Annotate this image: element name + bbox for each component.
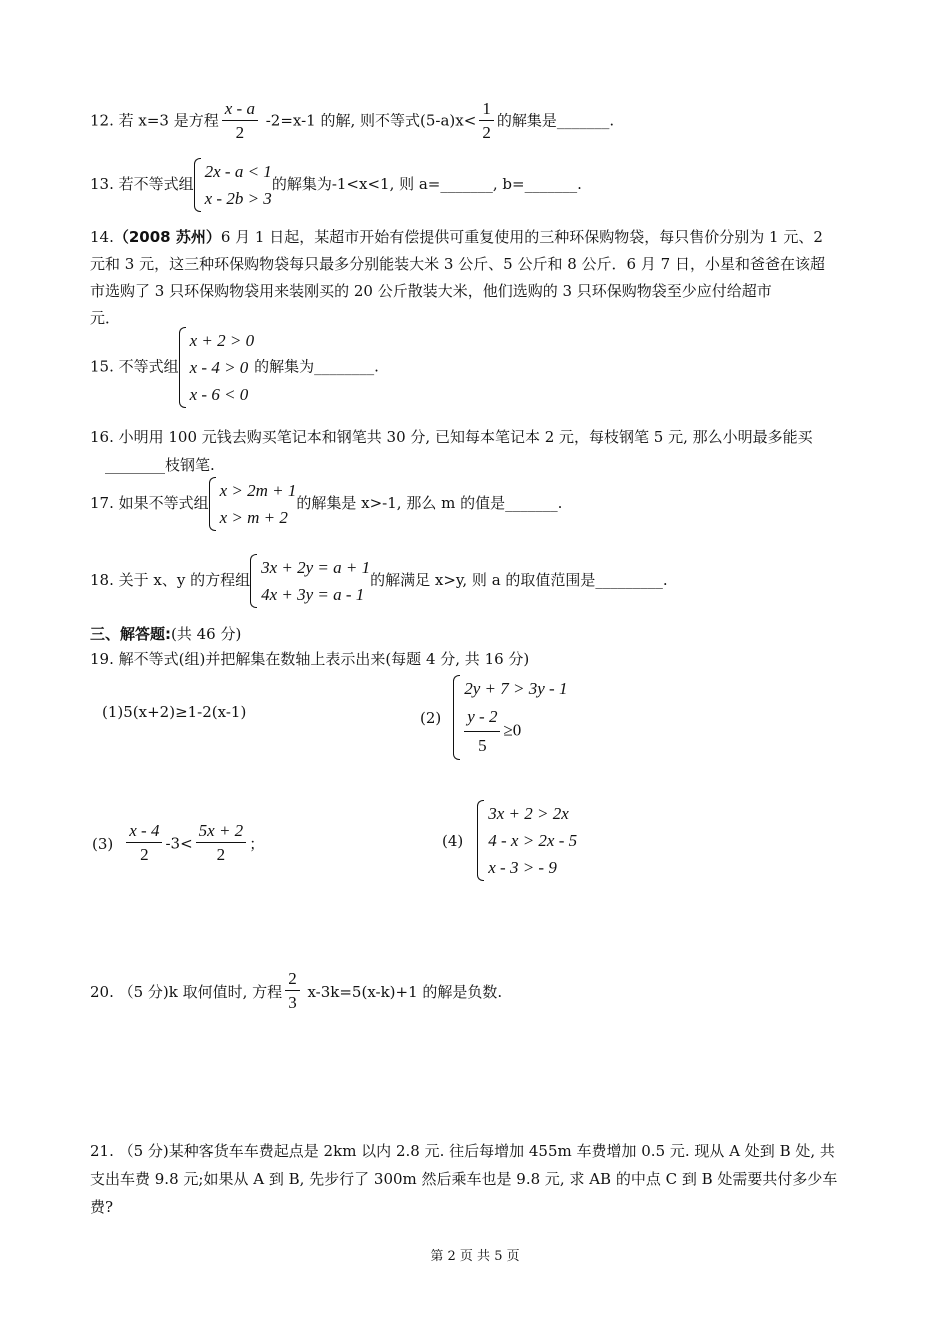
q12-fraction-1: $\frac{x - a}{2}$ bbox=[222, 98, 258, 145]
q14-source: （2008 苏州） bbox=[113, 228, 221, 246]
question-12 bbox=[90, 98, 614, 145]
q19-part-3: (3) $\frac{x - 4}{2}$ -3< $\frac{5x + 2}{2}$ ； bbox=[92, 821, 265, 864]
q19-part-2: (2) 2y + 7 > 3y - 1 $\frac{y - 2}{5}$ ≥0 bbox=[420, 675, 567, 760]
question-16: 16. 小明用 100 元钱去购买笔记本和钢笔共 30 分, 已知每本笔记本 2 元，每枝钢笔 5 元, 那么小明最多能买 ________枝钢笔. bbox=[90, 428, 813, 474]
q12-fraction-2: $\frac{1}{2}$ bbox=[479, 98, 494, 145]
question-14: 14.（2008 苏州）6 月 1 日起，某超市开始有偿提供可重复使用的三种环保购物袋，每只售价分别为 1 元、2 元和 3 元，这三种环保购物袋每只最多分别能装大米 3 公斤、5 公斤和 8 公斤．6 月 7 日，小星和爸爸在该超 市选购了 3 只环保购物袋用来装刚买的 20 公斤散装大米，他们选购的 3 只环保购物袋至少应付给超市 元． bbox=[90, 228, 825, 327]
q19-part-4-system: 3x + 2 > 2x 4 - x > 2x - 5 x - 3 > - 9 bbox=[477, 800, 577, 881]
question-18: 18. 关于 x、y 的方程组 3x + 2y = a + 1 4x + 3y = a - 1 的解满足 x>y, 则 a 的取值范围是_________. bbox=[90, 554, 668, 608]
q19-part-2-system: 2y + 7 > 3y - 1 $\frac{y - 2}{5}$ ≥0 bbox=[453, 675, 567, 760]
q13-system: 2x - a < 1 x - 2b > 3 bbox=[194, 158, 272, 212]
q13-text-pre: 13. 若不等式组 bbox=[90, 175, 194, 193]
brace-icon bbox=[179, 327, 186, 408]
question-17: 17. 如果不等式组 x > 2m + 1 x > m + 2 的解集是 x>-1, 那么 m 的值是_______. bbox=[90, 477, 562, 531]
question-15: 15. 不等式组 x + 2 > 0 x - 4 > 0 x - 6 < 0 的解集为________. bbox=[90, 327, 379, 408]
brace-icon bbox=[477, 800, 484, 881]
q12-text-mid: -2=x-1 的解, 则不等式(5-a)x< bbox=[260, 111, 477, 130]
question-20: 20. （5 分)k 取何值时, 方程 $\frac{2}{3}$ x-3k=5(x-k)+1 的解是负数. bbox=[90, 969, 503, 1012]
question-13 bbox=[90, 158, 582, 212]
q13-text-post: 的解集为-1<x<1, 则 a=_______, b=_______. bbox=[271, 175, 582, 193]
question-19-title: 19. 解不等式(组)并把解集在数轴上表示出来(每题 4 分, 共 16 分) bbox=[90, 650, 530, 668]
q18-system: 3x + 2y = a + 1 4x + 3y = a - 1 bbox=[250, 554, 370, 608]
question-21: 21. （5 分)某种客货车车费起点是 2km 以内 2.8 元. 往后每增加 455m 车费增加 0.5 元. 现从 A 处到 B 处, 共 支出车费 9.8 元;如果从 A 到 B, 先步行了 300m 然后乘车也是 9.8 元, 求 AB 的中点 C 到 B 处需要共付多少车 费? bbox=[90, 1142, 838, 1216]
page-number: 第 2 页 共 5 页 bbox=[430, 1249, 520, 1264]
brace-icon bbox=[209, 477, 216, 531]
q17-system: x > 2m + 1 x > m + 2 bbox=[209, 477, 297, 531]
brace-icon bbox=[453, 675, 460, 760]
section-title: 三、解答题:(共 46 分) bbox=[90, 625, 242, 643]
brace-icon bbox=[194, 158, 201, 212]
q12-text-pre: 12. 若 x=3 是方程 bbox=[90, 111, 219, 130]
q15-system: x + 2 > 0 x - 4 > 0 x - 6 < 0 bbox=[179, 327, 255, 408]
brace-icon bbox=[250, 554, 257, 608]
q19-part-4: (4) 3x + 2 > 2x 4 - x > 2x - 5 x - 3 > - 9 bbox=[442, 800, 577, 881]
q19-part-1: (1)5(x+2)≥1-2(x-1) bbox=[102, 703, 247, 721]
q12-text-post: 的解集是_______. bbox=[496, 111, 615, 130]
